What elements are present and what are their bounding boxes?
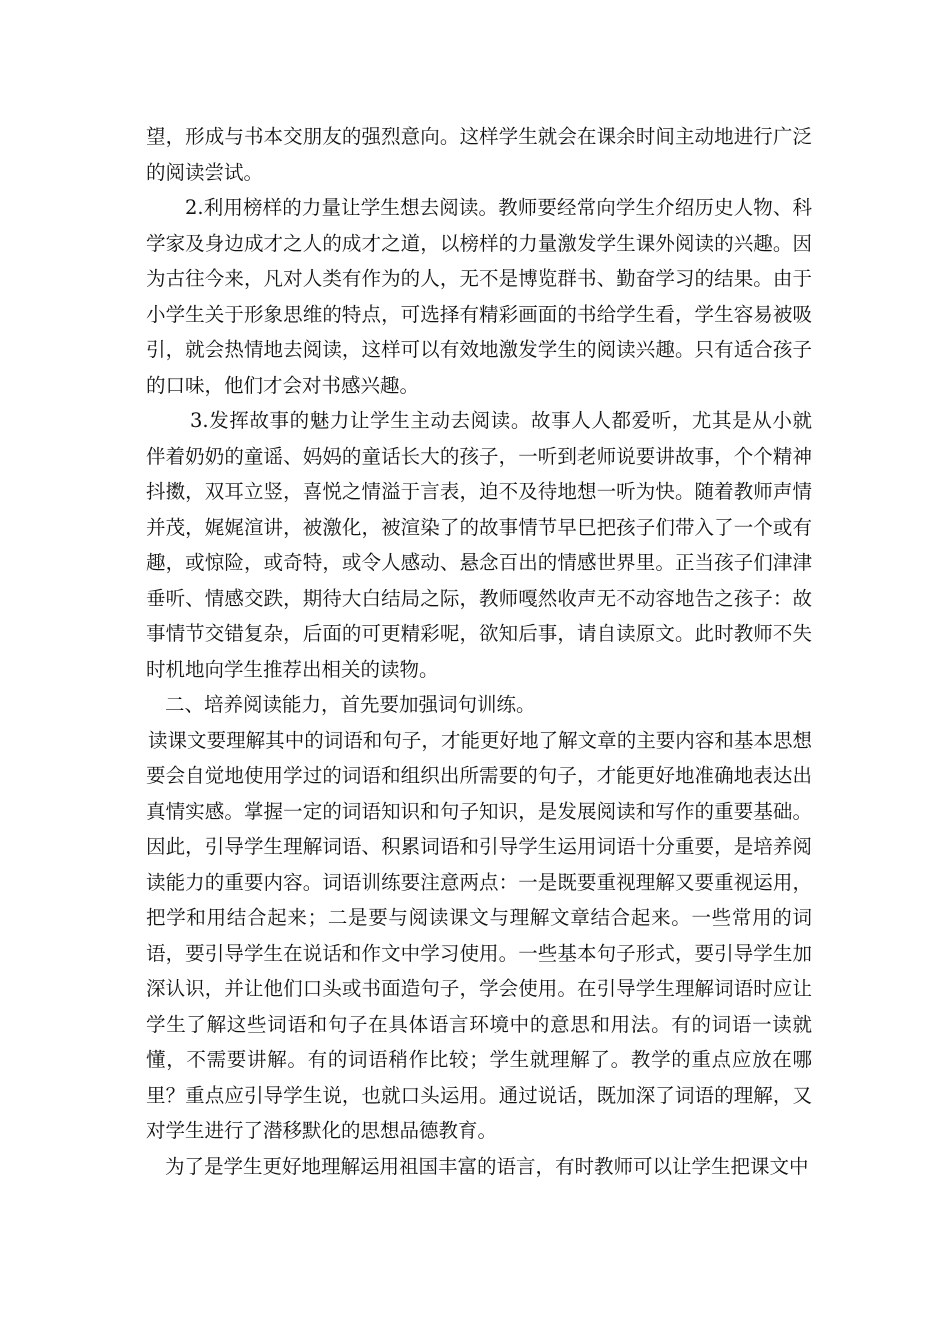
paragraph-point-3: 3.发挥故事的魅力让学生主动去阅读。故事人人都爱听，尤其是从小就伴着奶奶的童谣、妈妈的童话长大的孩子，一听到老师说要讲故事，个个精神抖擞，双耳立竖，喜悦之情溢于言表，迫不及待地想一听为快。随着教师声情并茂，娓娓渲讲，被激化，被渲染了的故事情节早巳把孩子们带入了一个或有趣，或惊险，或奇特，或令人感动、悬念百出的情感世界里。正当孩子们津津垂听、情感交跌，期待大白结局之际，教师嘎然收声无不动容地告之孩子：故事情节交错复杂，后面的可更精彩呢，欲知后事，请自读原文。此时教师不失时机地向学生推荐出相关的读物。 — [146, 409, 812, 681]
document-body — [146, 119, 812, 1184]
paragraph-continuation: 望，形成与书本交朋友的强烈意向。这样学生就会在课余时间主动地进行广泛的阅读尝试。 — [146, 125, 812, 184]
section-heading-2: 二、培养阅读能力，首先要加强词句训练。 — [165, 693, 536, 716]
paragraph-point-2: 2.利用榜样的力量让学生想去阅读。教师要经常向学生介绍历史人物、科学家及身边成才之人的成才之道，以榜样的力量激发学生课外阅读的兴趣。因为古往今来，凡对人类有作为的人，无不是博览群书、勤奋学习的结果。由于小学生关于形象思维的特点，可选择有精彩画面的书给学生看，学生容易被吸引，就会热情地去阅读，这样可以有效地激发学生的阅读兴趣。只有适合孩子的口味，他们才会对书感兴趣。 — [146, 196, 812, 397]
paragraph-word-training: 读课文要理解其中的词语和句子，才能更好地了解文章的主要内容和基本思想要会自觉地使用学过的词语和组织出所需要的句子，才能更好地准确地表达出真情实感。掌握一定的词语知识和句子知识，是发展阅读和写作的重要基础。因此，引导学生理解词语、积累词语和引导学生运用词语十分重要，是培养阅读能力的重要内容。词语训练要注意两点：一是既要重视理解又要重视运用，把学和用结合起来；二是要与阅读课文与理解文章结合起来。一些常用的词语，要引导学生在说话和作文中学习使用。一些基本句子形式，要引导学生加深认识，并让他们口头或书面造句子，学会使用。在引导学生理解词语时应让学生了解这些词语和句子在具体语言环境中的意思和用法。有的词语一读就懂，不需要讲解。有的词语稍作比较；学生就理解了。教学的重点应放在哪里？重点应引导学生说，也就口头运用。通过说话，既加深了词语的理解，又对学生进行了潜移默化的思想品德教育。 — [146, 728, 812, 1142]
paragraph-language-use: 为了是学生更好地理解运用祖国丰富的语言，有时教师可以让学生把课文中 — [165, 1154, 809, 1178]
